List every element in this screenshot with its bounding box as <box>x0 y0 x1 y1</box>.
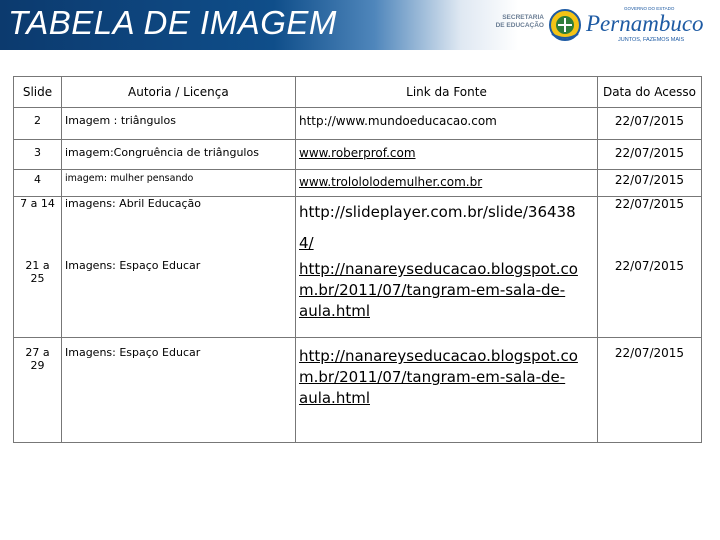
government-logos <box>492 6 714 46</box>
slide-cell: 4 <box>14 170 62 197</box>
author-cell: Imagens: Espaço Educar <box>62 259 296 338</box>
brand-tagline: JUNTOS, FAZEMOS MAIS <box>618 37 685 43</box>
table-row <box>14 170 702 197</box>
date-cell: 22/07/2015 <box>598 197 702 260</box>
image-source-table <box>13 76 702 443</box>
link-cell[interactable]: www.trolololodemulher.com.br <box>296 170 598 197</box>
state-seal-icon <box>548 8 582 42</box>
header-link: Link da Fonte <box>296 77 598 108</box>
table-header-row <box>14 77 702 108</box>
date-cell: 22/07/2015 <box>598 259 702 338</box>
secretaria-logo-text: SECRETARIA DE EDUCAÇÃO <box>495 14 544 29</box>
link-line[interactable]: http://nanareyseducacao.blogspot.co <box>299 260 578 278</box>
date-cell: 22/07/2015 <box>598 338 702 443</box>
link-cell[interactable] <box>296 338 598 443</box>
author-cell: imagem: mulher pensando <box>62 170 296 197</box>
link-cell[interactable] <box>296 197 598 260</box>
brand-top-text: GOVERNO DO ESTADO <box>624 6 675 11</box>
table-row <box>14 140 702 170</box>
link-cell[interactable] <box>296 259 598 338</box>
slide-cell: 7 a 14 <box>14 197 62 260</box>
author-cell: imagem:Congruência de triângulos <box>62 140 296 170</box>
link-text-continued[interactable]: 4/ <box>299 234 314 252</box>
header-date: Data do Acesso <box>598 77 702 108</box>
link-line[interactable]: aula.html <box>299 302 370 320</box>
slide-cell: 2 <box>14 108 62 140</box>
slide-cell: 3 <box>14 140 62 170</box>
link-line[interactable]: m.br/2011/07/tangram-em-sala-de- <box>299 368 566 386</box>
link-text[interactable]: http://slideplayer.com.br/slide/36438 <box>299 203 576 221</box>
date-cell: 22/07/2015 <box>598 140 702 170</box>
link-line[interactable]: m.br/2011/07/tangram-em-sala-de- <box>299 281 566 299</box>
table-row <box>14 108 702 140</box>
author-cell: imagens: Abril Educação <box>62 197 296 260</box>
author-cell: Imagem : triângulos <box>62 108 296 140</box>
link-cell[interactable]: http://www.mundoeducacao.com <box>296 108 598 140</box>
page-title: TABELA DE IMAGEM <box>8 4 337 41</box>
pernambuco-brand: Pernambuco <box>586 11 704 36</box>
table-row <box>14 259 702 338</box>
slide-cell: 27 a 29 <box>14 338 62 443</box>
table-row <box>14 197 702 260</box>
date-cell: 22/07/2015 <box>598 170 702 197</box>
link-line[interactable]: aula.html <box>299 389 370 407</box>
author-cell: Imagens: Espaço Educar <box>62 338 296 443</box>
header-slide: Slide <box>14 77 62 108</box>
slide-cell: 21 a 25 <box>14 259 62 338</box>
link-cell[interactable]: www.roberprof.com <box>296 140 598 170</box>
table-row <box>14 338 702 443</box>
header-author: Autoria / Licença <box>62 77 296 108</box>
link-line[interactable]: http://nanareyseducacao.blogspot.co <box>299 347 578 365</box>
date-cell: 22/07/2015 <box>598 108 702 140</box>
